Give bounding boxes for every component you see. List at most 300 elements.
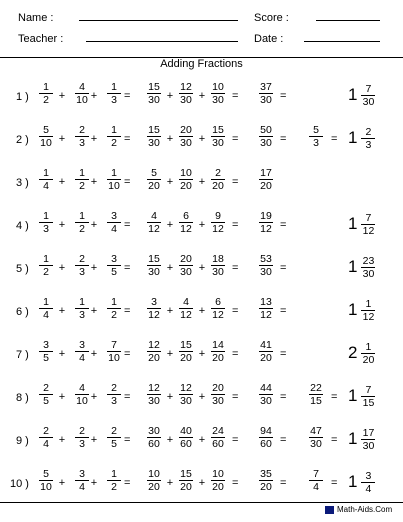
sum-fraction xyxy=(256,425,276,450)
plus-sign: + xyxy=(90,262,98,274)
term-fraction xyxy=(36,210,56,235)
term-fraction xyxy=(104,296,124,321)
equals-sign: = xyxy=(280,219,287,231)
sum-fraction-denominator: 30 xyxy=(260,137,272,149)
plus-sign: + xyxy=(166,434,174,446)
equals-sign: = xyxy=(124,176,131,188)
mixed-whole: 2 xyxy=(348,343,358,362)
mixed-whole: 1 xyxy=(348,214,358,233)
plus-sign: + xyxy=(58,219,66,231)
term-fraction-numerator: 4 xyxy=(75,382,89,395)
common-fraction xyxy=(144,124,164,149)
mixed-denominator: 30 xyxy=(362,95,375,108)
problem-number: 5 ) xyxy=(16,263,29,275)
common-fraction-numerator: 15 xyxy=(148,81,160,93)
term-fraction-denominator: 10 xyxy=(76,395,88,407)
equals-sign: = xyxy=(280,477,287,489)
common-fraction-denominator: 30 xyxy=(148,94,160,106)
equals-sign: = xyxy=(124,133,131,145)
term-fraction-numerator: 3 xyxy=(107,210,121,223)
problem-number: 10 ) xyxy=(10,478,29,490)
mixed-numerator: 7 xyxy=(361,83,375,96)
common-fraction xyxy=(176,296,196,321)
term-fraction-numerator: 3 xyxy=(75,339,89,352)
date-label: Date : xyxy=(254,33,284,45)
sum-fraction xyxy=(256,253,276,278)
common-fraction-denominator: 20 xyxy=(180,352,192,364)
mixed-numerator: 7 xyxy=(361,384,375,397)
term-fraction-denominator: 5 xyxy=(43,395,49,407)
plus-sign: + xyxy=(198,90,206,102)
term-fraction xyxy=(104,210,124,235)
problem-row xyxy=(0,382,403,416)
common-fraction-denominator: 20 xyxy=(148,352,160,364)
equals-sign: = xyxy=(280,391,287,403)
problem-row xyxy=(0,81,403,115)
problem-row xyxy=(0,425,403,459)
problem-row xyxy=(0,124,403,158)
equals-sign: = xyxy=(280,133,287,145)
term-fraction-denominator: 3 xyxy=(79,309,85,321)
mixed-denominator: 3 xyxy=(365,138,372,151)
equals-sign: = xyxy=(232,90,239,102)
common-fraction xyxy=(208,210,228,235)
problem-number: 2 ) xyxy=(16,134,29,146)
plus-sign: + xyxy=(90,434,98,446)
sum-fraction-numerator: 37 xyxy=(260,81,272,93)
common-fraction xyxy=(176,468,196,493)
common-fraction-numerator: 24 xyxy=(212,425,224,437)
bottom-divider xyxy=(0,502,403,503)
plus-sign: + xyxy=(166,305,174,317)
score-line[interactable] xyxy=(316,20,380,21)
term-fraction-numerator: 1 xyxy=(107,468,121,481)
problem-number: 4 ) xyxy=(16,220,29,232)
common-fraction xyxy=(176,253,196,278)
common-fraction xyxy=(144,167,164,192)
mixed-fraction xyxy=(358,427,378,452)
common-fraction-numerator: 10 xyxy=(148,468,160,480)
term-fraction-numerator: 2 xyxy=(75,425,89,438)
sum-fraction-numerator: 44 xyxy=(260,382,272,394)
plus-sign: + xyxy=(198,219,206,231)
term-fraction-numerator: 3 xyxy=(75,468,89,481)
sum-fraction-numerator: 94 xyxy=(260,425,272,437)
common-fraction-denominator: 12 xyxy=(148,309,160,321)
plus-sign: + xyxy=(58,305,66,317)
plus-sign: + xyxy=(198,391,206,403)
mixed-denominator: 4 xyxy=(365,482,372,495)
plus-sign: + xyxy=(90,219,98,231)
equals-sign: = xyxy=(331,133,338,145)
problem-number: 6 ) xyxy=(16,306,29,318)
common-fraction-numerator: 12 xyxy=(180,81,192,93)
common-fraction xyxy=(208,339,228,364)
common-fraction-denominator: 60 xyxy=(148,438,160,450)
mixed-number xyxy=(348,296,378,324)
score-label: Score : xyxy=(254,12,289,24)
term-fraction-numerator: 1 xyxy=(107,124,121,137)
term-fraction xyxy=(104,167,124,192)
sum-fraction-denominator: 30 xyxy=(260,395,272,407)
term-fraction-denominator: 2 xyxy=(79,180,85,192)
common-fraction-numerator: 6 xyxy=(211,296,225,309)
common-fraction-denominator: 30 xyxy=(180,395,192,407)
common-fraction xyxy=(208,296,228,321)
common-fraction-denominator: 20 xyxy=(180,180,192,192)
term-fraction xyxy=(104,468,124,493)
term-fraction-numerator: 1 xyxy=(39,81,53,94)
common-fraction xyxy=(176,425,196,450)
common-fraction xyxy=(144,339,164,364)
mixed-number xyxy=(348,468,378,496)
sum-fraction-denominator: 30 xyxy=(260,94,272,106)
term-fraction xyxy=(36,81,56,106)
common-fraction-numerator: 5 xyxy=(147,167,161,180)
common-fraction-denominator: 12 xyxy=(212,309,224,321)
term-fraction-denominator: 5 xyxy=(111,438,117,450)
common-fraction-numerator: 10 xyxy=(180,167,192,179)
mixed-number xyxy=(348,81,378,109)
equals-sign: = xyxy=(232,262,239,274)
term-fraction-denominator: 2 xyxy=(43,94,49,106)
common-fraction xyxy=(176,339,196,364)
sum-fraction-numerator: 13 xyxy=(260,296,272,308)
mixed-denominator: 12 xyxy=(362,224,375,237)
common-fraction-numerator: 10 xyxy=(212,468,224,480)
sum-fraction xyxy=(256,124,276,149)
sum-fraction-numerator: 17 xyxy=(260,167,272,179)
mixed-fraction xyxy=(358,384,378,409)
plus-sign: + xyxy=(58,133,66,145)
term-fraction-numerator: 1 xyxy=(107,167,121,180)
date-line[interactable] xyxy=(304,41,380,42)
mixed-numerator: 17 xyxy=(362,426,375,439)
common-fraction-numerator: 10 xyxy=(212,81,224,93)
name-line[interactable] xyxy=(79,20,238,21)
term-fraction-numerator: 1 xyxy=(75,167,89,180)
sum-fraction-denominator: 60 xyxy=(260,438,272,450)
plus-sign: + xyxy=(58,434,66,446)
common-fraction-numerator: 6 xyxy=(179,210,193,223)
common-fraction-denominator: 12 xyxy=(180,223,192,235)
common-fraction-denominator: 30 xyxy=(212,395,224,407)
common-fraction xyxy=(144,253,164,278)
equals-sign: = xyxy=(232,348,239,360)
term-fraction-numerator: 1 xyxy=(75,210,89,223)
sum-fraction-numerator: 19 xyxy=(260,210,272,222)
common-fraction xyxy=(144,425,164,450)
teacher-line[interactable] xyxy=(86,41,238,42)
equals-sign: = xyxy=(232,176,239,188)
mixed-fraction xyxy=(358,255,378,280)
sum-fraction-denominator: 20 xyxy=(260,352,272,364)
plus-sign: + xyxy=(198,348,206,360)
term-fraction-denominator: 2 xyxy=(43,266,49,278)
term-fraction xyxy=(36,339,56,364)
common-fraction xyxy=(208,81,228,106)
mixed-number xyxy=(348,124,378,152)
problem-row xyxy=(0,339,403,373)
term-fraction-numerator: 1 xyxy=(39,253,53,266)
term-fraction xyxy=(104,124,124,149)
term-fraction-denominator: 2 xyxy=(111,309,117,321)
term-fraction-numerator: 5 xyxy=(39,124,53,137)
problem-number: 7 ) xyxy=(16,349,29,361)
common-fraction xyxy=(176,210,196,235)
mixed-fraction xyxy=(358,341,378,366)
mixed-fraction xyxy=(358,298,378,323)
plus-sign: + xyxy=(90,391,98,403)
term-fraction-numerator: 2 xyxy=(75,124,89,137)
term-fraction xyxy=(104,339,124,364)
common-fraction-numerator: 20 xyxy=(212,382,224,394)
term-fraction xyxy=(36,296,56,321)
term-fraction-numerator: 1 xyxy=(39,296,53,309)
common-fraction xyxy=(144,296,164,321)
sum-fraction xyxy=(256,296,276,321)
plus-sign: + xyxy=(58,391,66,403)
reduced-fraction-numerator: 7 xyxy=(309,468,323,481)
mixed-fraction xyxy=(358,470,378,495)
problem-row xyxy=(0,253,403,287)
common-fraction-denominator: 20 xyxy=(180,481,192,493)
equals-sign: = xyxy=(280,262,287,274)
term-fraction-denominator: 5 xyxy=(111,266,117,278)
common-fraction-denominator: 60 xyxy=(212,438,224,450)
term-fraction xyxy=(36,167,56,192)
common-fraction-denominator: 30 xyxy=(180,94,192,106)
problem-row xyxy=(0,296,403,330)
term-fraction-numerator: 2 xyxy=(39,382,53,395)
plus-sign: + xyxy=(58,176,66,188)
common-fraction xyxy=(144,382,164,407)
equals-sign: = xyxy=(280,90,287,102)
plus-sign: + xyxy=(198,176,206,188)
plus-sign: + xyxy=(166,348,174,360)
sum-fraction-denominator: 20 xyxy=(260,481,272,493)
plus-sign: + xyxy=(198,434,206,446)
reduced-fraction-numerator: 5 xyxy=(309,124,323,137)
term-fraction-denominator: 3 xyxy=(111,395,117,407)
common-fraction-numerator: 2 xyxy=(211,167,225,180)
reduced-fraction xyxy=(306,425,326,450)
mixed-numerator: 3 xyxy=(361,470,375,483)
common-fraction-numerator: 4 xyxy=(147,210,161,223)
reduced-fraction-denominator: 4 xyxy=(313,481,319,493)
common-fraction-denominator: 20 xyxy=(212,180,224,192)
mixed-whole: 1 xyxy=(348,386,358,405)
equals-sign: = xyxy=(124,348,131,360)
common-fraction-denominator: 30 xyxy=(212,94,224,106)
plus-sign: + xyxy=(166,90,174,102)
term-fraction-denominator: 4 xyxy=(43,309,49,321)
term-fraction xyxy=(36,124,56,149)
equals-sign: = xyxy=(232,133,239,145)
common-fraction xyxy=(144,468,164,493)
term-fraction-numerator: 7 xyxy=(107,339,121,352)
mixed-numerator: 7 xyxy=(361,212,375,225)
common-fraction-numerator: 4 xyxy=(179,296,193,309)
plus-sign: + xyxy=(90,90,98,102)
name-label: Name : xyxy=(18,12,54,24)
equals-sign: = xyxy=(232,477,239,489)
mixed-number xyxy=(348,253,378,281)
common-fraction-denominator: 60 xyxy=(180,438,192,450)
term-fraction xyxy=(104,253,124,278)
common-fraction-denominator: 20 xyxy=(148,481,160,493)
plus-sign: + xyxy=(198,133,206,145)
equals-sign: = xyxy=(331,477,338,489)
equals-sign: = xyxy=(331,434,338,446)
common-fraction-denominator: 30 xyxy=(180,137,192,149)
sum-fraction xyxy=(256,339,276,364)
term-fraction-denominator: 10 xyxy=(108,352,120,364)
plus-sign: + xyxy=(166,391,174,403)
term-fraction-numerator: 1 xyxy=(39,210,53,223)
mixed-fraction xyxy=(358,212,378,237)
mixed-numerator: 23 xyxy=(362,254,375,267)
mixed-numerator: 1 xyxy=(361,298,375,311)
term-fraction-denominator: 10 xyxy=(76,94,88,106)
common-fraction xyxy=(176,124,196,149)
mixed-number xyxy=(348,425,378,453)
term-fraction xyxy=(104,425,124,450)
plus-sign: + xyxy=(90,348,98,360)
reduced-fraction xyxy=(306,468,326,493)
mixed-fraction xyxy=(358,126,378,151)
mixed-numerator: 2 xyxy=(361,126,375,139)
term-fraction xyxy=(104,382,124,407)
term-fraction-denominator: 5 xyxy=(43,352,49,364)
term-fraction-numerator: 2 xyxy=(75,253,89,266)
reduced-fraction xyxy=(306,124,326,149)
reduced-fraction-denominator: 15 xyxy=(310,395,322,407)
term-fraction-denominator: 2 xyxy=(111,137,117,149)
equals-sign: = xyxy=(232,219,239,231)
mixed-whole: 1 xyxy=(348,128,358,147)
term-fraction xyxy=(36,253,56,278)
term-fraction-numerator: 1 xyxy=(39,167,53,180)
term-fraction-numerator: 2 xyxy=(107,382,121,395)
sum-fraction-denominator: 30 xyxy=(260,266,272,278)
equals-sign: = xyxy=(124,434,131,446)
term-fraction-numerator: 5 xyxy=(39,468,53,481)
problem-row xyxy=(0,167,403,201)
reduced-fraction-numerator: 47 xyxy=(310,425,322,437)
common-fraction-numerator: 12 xyxy=(148,382,160,394)
equals-sign: = xyxy=(280,434,287,446)
term-fraction-numerator: 3 xyxy=(107,253,121,266)
plus-sign: + xyxy=(198,262,206,274)
term-fraction-denominator: 10 xyxy=(108,180,120,192)
term-fraction-denominator: 4 xyxy=(43,438,49,450)
common-fraction xyxy=(144,210,164,235)
problem-number: 3 ) xyxy=(16,177,29,189)
equals-sign: = xyxy=(124,219,131,231)
common-fraction xyxy=(176,167,196,192)
term-fraction-denominator: 2 xyxy=(111,481,117,493)
common-fraction-numerator: 20 xyxy=(180,124,192,136)
term-fraction-numerator: 3 xyxy=(39,339,53,352)
term-fraction-numerator: 2 xyxy=(107,425,121,438)
plus-sign: + xyxy=(166,262,174,274)
mixed-denominator: 30 xyxy=(362,267,375,280)
common-fraction-denominator: 30 xyxy=(148,266,160,278)
mixed-denominator: 15 xyxy=(362,396,375,409)
term-fraction-denominator: 10 xyxy=(40,481,52,493)
mixed-denominator: 30 xyxy=(362,439,375,452)
plus-sign: + xyxy=(58,477,66,489)
common-fraction-denominator: 30 xyxy=(148,395,160,407)
mixed-denominator: 12 xyxy=(362,310,375,323)
term-fraction-numerator: 1 xyxy=(107,81,121,94)
sum-fraction-numerator: 41 xyxy=(260,339,272,351)
term-fraction-numerator: 1 xyxy=(75,296,89,309)
equals-sign: = xyxy=(124,262,131,274)
equals-sign: = xyxy=(124,305,131,317)
sum-fraction xyxy=(256,210,276,235)
common-fraction-denominator: 30 xyxy=(212,266,224,278)
term-fraction xyxy=(36,425,56,450)
term-fraction-denominator: 4 xyxy=(111,223,117,235)
term-fraction-denominator: 3 xyxy=(43,223,49,235)
common-fraction-denominator: 30 xyxy=(212,137,224,149)
plus-sign: + xyxy=(198,305,206,317)
equals-sign: = xyxy=(331,391,338,403)
mixed-whole: 1 xyxy=(348,257,358,276)
common-fraction-denominator: 30 xyxy=(180,266,192,278)
problem-number: 1 ) xyxy=(16,91,29,103)
equals-sign: = xyxy=(124,391,131,403)
common-fraction xyxy=(208,124,228,149)
equals-sign: = xyxy=(124,477,131,489)
logo-square-icon xyxy=(325,506,334,514)
common-fraction-numerator: 15 xyxy=(148,253,160,265)
equals-sign: = xyxy=(232,434,239,446)
plus-sign: + xyxy=(58,262,66,274)
common-fraction xyxy=(176,81,196,106)
teacher-label: Teacher : xyxy=(18,33,64,45)
problem-row xyxy=(0,468,403,502)
common-fraction-numerator: 15 xyxy=(148,124,160,136)
term-fraction-denominator: 4 xyxy=(79,352,85,364)
sum-fraction xyxy=(256,468,276,493)
problem-number: 9 ) xyxy=(16,435,29,447)
term-fraction-denominator: 4 xyxy=(79,481,85,493)
mixed-numerator: 1 xyxy=(361,341,375,354)
sum-fraction-denominator: 20 xyxy=(260,180,272,192)
problem-row xyxy=(0,210,403,244)
term-fraction xyxy=(36,468,56,493)
sum-fraction xyxy=(256,167,276,192)
term-fraction xyxy=(36,382,56,407)
common-fraction-numerator: 15 xyxy=(180,468,192,480)
common-fraction-denominator: 30 xyxy=(148,137,160,149)
sum-fraction-numerator: 35 xyxy=(260,468,272,480)
plus-sign: + xyxy=(198,477,206,489)
plus-sign: + xyxy=(166,176,174,188)
plus-sign: + xyxy=(58,348,66,360)
common-fraction-denominator: 20 xyxy=(148,180,160,192)
mixed-number xyxy=(348,382,378,410)
equals-sign: = xyxy=(280,348,287,360)
reduced-fraction-denominator: 3 xyxy=(313,137,319,149)
common-fraction xyxy=(208,253,228,278)
common-fraction-numerator: 40 xyxy=(180,425,192,437)
plus-sign: + xyxy=(166,477,174,489)
common-fraction-numerator: 14 xyxy=(212,339,224,351)
